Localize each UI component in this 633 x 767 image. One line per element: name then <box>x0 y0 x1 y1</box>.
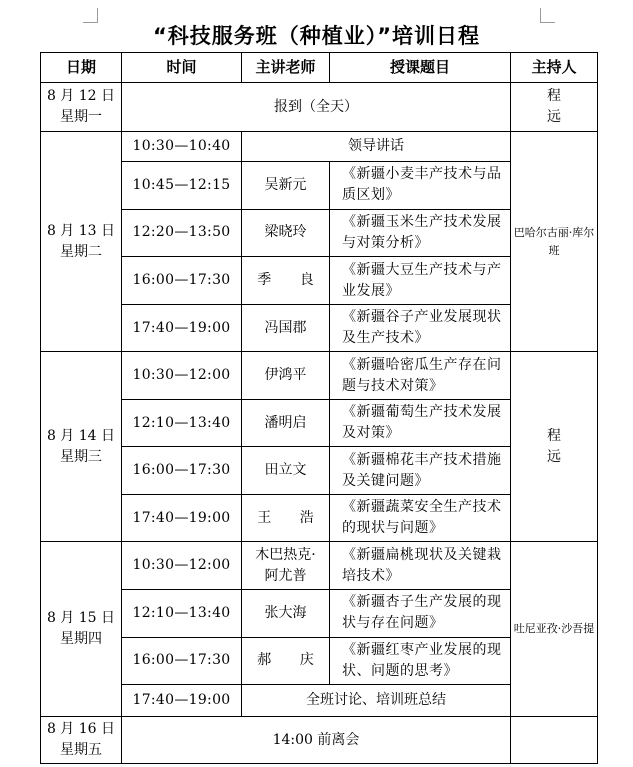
session-topic: 《新疆小麦丰产技术与品质区划》 <box>330 162 511 210</box>
session-topic: 《新疆杏子生产发展的现状与存在问题》 <box>330 589 511 637</box>
day-weekday: 星期五 <box>60 742 102 759</box>
session-time: 12:20—13:50 <box>122 209 242 257</box>
day-date-cell <box>41 83 122 132</box>
session-teacher: 木巴热克·阿尤普 <box>242 542 330 590</box>
session-topic: 《新疆葡萄生产技术发展及对策》 <box>330 399 511 447</box>
session-teacher: 伊鸿平 <box>242 352 330 400</box>
day-weekday: 星期三 <box>60 448 102 465</box>
day-date: 8 月 13 日 <box>46 222 116 239</box>
departure-note: 14:00 前离会 <box>122 717 511 764</box>
table-row <box>41 131 598 161</box>
session-topic: 《新疆哈密瓜生产存在问题与技术对策》 <box>330 352 511 400</box>
session-teacher: 张大海 <box>242 589 330 637</box>
session-teacher: 田立文 <box>242 447 330 495</box>
session-topic: 《新疆棉花丰产技术措施及关键问题》 <box>330 447 511 495</box>
session-teacher: 郝 庆 <box>242 637 330 685</box>
table-row <box>41 717 598 764</box>
day-host-empty <box>511 717 598 764</box>
session-time: 16:00—17:30 <box>122 447 242 495</box>
day-date: 8 月 12 日 <box>46 88 116 105</box>
header-topic: 授课题目 <box>330 53 511 83</box>
day-host: 巴哈尔古丽·库尔班 <box>511 131 598 351</box>
session-time: 16:00—17:30 <box>122 637 242 685</box>
header-date: 日期 <box>41 53 122 83</box>
session-time: 10:45—12:15 <box>122 162 242 210</box>
header-host: 主持人 <box>511 53 598 83</box>
table-header-row <box>41 53 598 83</box>
session-time: 10:30—12:00 <box>122 352 242 400</box>
table-row <box>41 83 598 132</box>
session-time: 12:10—13:40 <box>122 589 242 637</box>
day-weekday: 星期四 <box>60 631 102 648</box>
registration-note: 报到（全天） <box>122 83 511 132</box>
table-row <box>41 542 598 590</box>
session-time: 10:30—10:40 <box>122 131 242 161</box>
day-date-cell <box>41 717 122 764</box>
day-date-cell <box>41 542 122 717</box>
session-time: 17:40—19:00 <box>122 685 242 717</box>
header-teacher: 主讲老师 <box>242 53 330 83</box>
session-teacher: 吴新元 <box>242 162 330 210</box>
session-teacher: 梁晓玲 <box>242 209 330 257</box>
day-host: 吐尼亚孜·沙吾提 <box>511 542 598 717</box>
day-weekday: 星期一 <box>60 109 102 126</box>
session-topic: 全班讨论、培训班总结 <box>242 685 511 717</box>
session-time: 12:10—13:40 <box>122 399 242 447</box>
session-time: 17:40—19:00 <box>122 304 242 352</box>
schedule-table <box>40 52 598 764</box>
session-teacher: 潘明启 <box>242 399 330 447</box>
day-date-cell <box>41 131 122 351</box>
session-teacher: 冯国郡 <box>242 304 330 352</box>
day-weekday: 星期二 <box>60 243 102 260</box>
session-topic: 《新疆谷子产业发展现状及生产技术》 <box>330 304 511 352</box>
table-row <box>41 352 598 400</box>
day-date: 8 月 14 日 <box>46 427 116 444</box>
session-topic: 《新疆玉米生产技术发展与对策分析》 <box>330 209 511 257</box>
session-topic: 领导讲话 <box>242 131 511 161</box>
day-host: 程 远 <box>511 352 598 542</box>
session-topic: 《新疆红枣产业发展的现状、问题的思考》 <box>330 637 511 685</box>
session-time: 17:40—19:00 <box>122 494 242 542</box>
day-date: 8 月 15 日 <box>46 610 116 627</box>
session-time: 10:30—12:00 <box>122 542 242 590</box>
header-time: 时间 <box>122 53 242 83</box>
day-date-cell <box>41 352 122 542</box>
session-teacher: 王 浩 <box>242 494 330 542</box>
session-topic: 《新疆大豆生产技术与产业发展》 <box>330 257 511 305</box>
document-title: “科技服务班（种植业）”培训日程 <box>152 24 481 48</box>
session-time: 16:00—17:30 <box>122 257 242 305</box>
session-topic: 《新疆蔬菜安全生产技术的现状与问题》 <box>330 494 511 542</box>
day-host: 程 远 <box>511 83 598 132</box>
day-date: 8 月 16 日 <box>46 721 116 738</box>
session-topic: 《新疆扁桃现状及关键栽培技术》 <box>330 542 511 590</box>
session-teacher: 季 良 <box>242 257 330 305</box>
